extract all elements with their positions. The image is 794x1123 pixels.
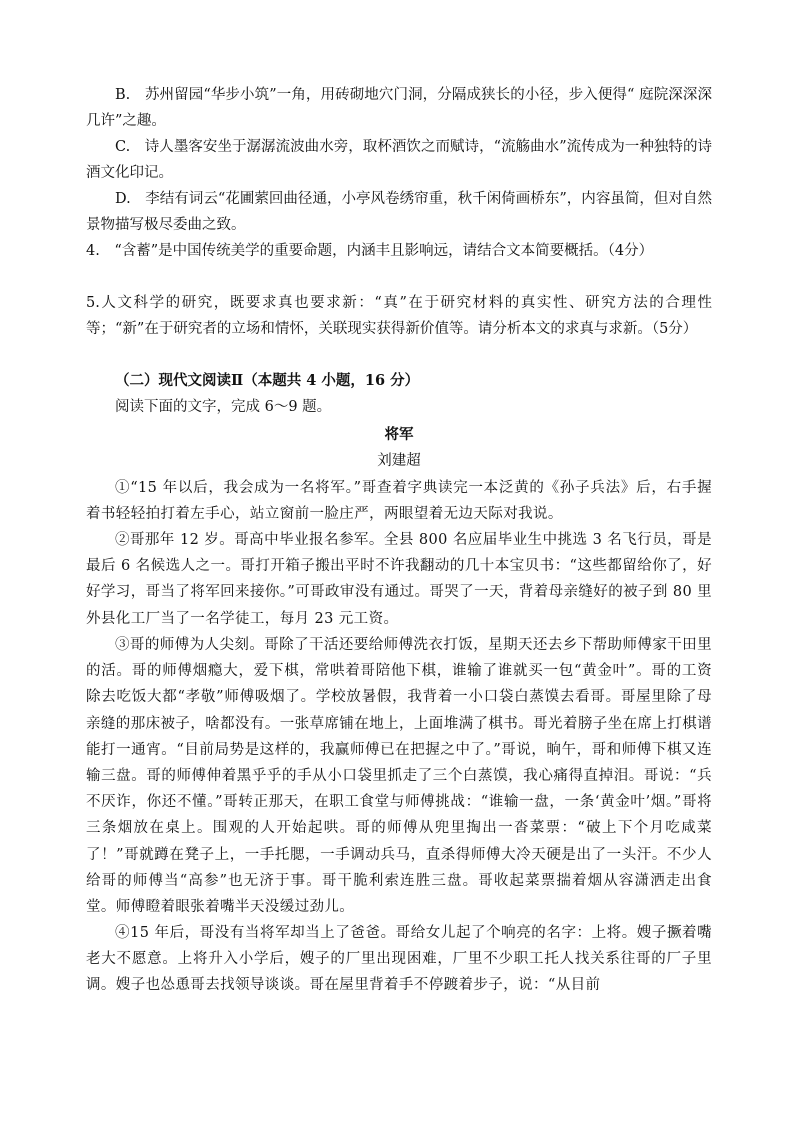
section-heading: （二）现代文阅读Ⅱ（本题共 4 小题，16 分） — [115, 372, 420, 389]
story-paragraph-4: ④15 年后，哥没有当将军却当上了爸爸。哥给女儿起了个响亮的名字：上将。嫂子撅着嘴老大不愿意。上将升入小学后，嫂子的厂里出现困难，厂里不少职工托人找关系往哥的厂子里调。嫂子也怂恿哥去找领导谈谈。哥在屋里背着手不停踱着步子，说：“从目前 — [86, 925, 712, 994]
story-title: 将军 — [384, 426, 414, 443]
question-4: 4. “含蓄”是中国传统美学的重要命题，内涵丰且影响远，请结合文本简要概括。（4分） — [86, 243, 654, 259]
story-paragraph-2: ②哥那年 12 岁。哥高中毕业报名参军。全县 800 名应届毕业生中挑选 3 名飞行员，哥是最后 6 名候选人之一。哥打开箱子搬出平时不许我翻动的几十本宝贝书：“这些都留给你了，好好学习，哥当了将军回来接你。”可哥政审没有通过。哥哭了一天，背着母亲缝好的被子到 80 里外县化工厂当了一名学徒工，每月 23 元工资。 — [86, 532, 712, 627]
question-5: 5.人文科学的研究，既要求真也要求新：“真”在于研究材料的真实性、研究方法的合理性等；“新”在于研究者的立场和情怀，关联现实获得新价值等。请分析本文的求真与求新。（5分） — [86, 295, 712, 337]
section-instruction: 阅读下面的文字，完成 6～9 题。 — [115, 399, 332, 415]
story-paragraph-1: ①“15 年以后，我会成为一名将军。”哥查着字典读完一本泛黄的《孙子兵法》后，右手握着书轻轻拍打着左手心，站立窗前一脸庄严，两眼望着无边天际对我说。 — [86, 480, 712, 523]
story-paragraph-3: ③哥的师傅为人尖刻。哥除了干活还要给师傅洗衣打饭，星期天还去乡下帮助师傅家干田里的活。哥的师傅烟瘾大，爱下棋，常哄着哥陪他下棋，谁输了谁就买一包“黄金叶”。哥的工资除去吃饭大都“孝敬”师傅吸烟了。学校放暑假，我背着一小口袋白蒸馍去看哥。哥屋里除了母亲缝的那床被子，啥都没有。一张草席铺在地上，上面堆满了棋书。哥光着膀子坐在席上打棋谱能打一通宵。“目前局势是这样的，我赢师傅已在把握之中了。”哥说，晌午，哥和师傅下棋又连输三盘。哥的师傅伸着黑乎乎的手从小口袋里抓走了三个白蒸馍，我心痛得直掉泪。哥说：“兵不厌诈，你还不懂。”哥转正那天，在职工食堂与师傅挑战：“谁输一盘，一条‘黄金叶’烟。”哥将三条烟放在桌上。围观的人开始起哄。哥的师傅从兜里掏出一沓菜票：“破上下个月吃咸菜了！”哥就蹲在凳子上，一手托腮，一手调动兵马，直杀得师傅大冷天硬是出了一头汗。不少人给哥的师傅当“高参”也无济于事。哥干脆利索连胜三盘。哥收起菜票揣着烟从容潇洒走出食堂。师傅瞪着眼张着嘴半天没缓过劲儿。 — [86, 637, 712, 916]
story-author: 刘建超 — [377, 453, 421, 469]
option-c: C. 诗人墨客安坐于潺潺流波曲水旁，取杯酒饮之而赋诗，“流觞曲水”流传成为一种独特的诗酒文化印记。 — [86, 139, 712, 181]
option-d: D. 李结有词云“花圃萦回曲径通，小亭风卷绣帘重，秋千闲倚画桥东”，内容虽简，但对自然景物描写极尽委曲之致。 — [86, 191, 712, 233]
option-b: B. 苏州留园“华步小筑”一角，用砖砌地穴门洞，分隔成狭长的小径，步入便得“ 庭院深深深几许”之趣。 — [86, 87, 712, 129]
